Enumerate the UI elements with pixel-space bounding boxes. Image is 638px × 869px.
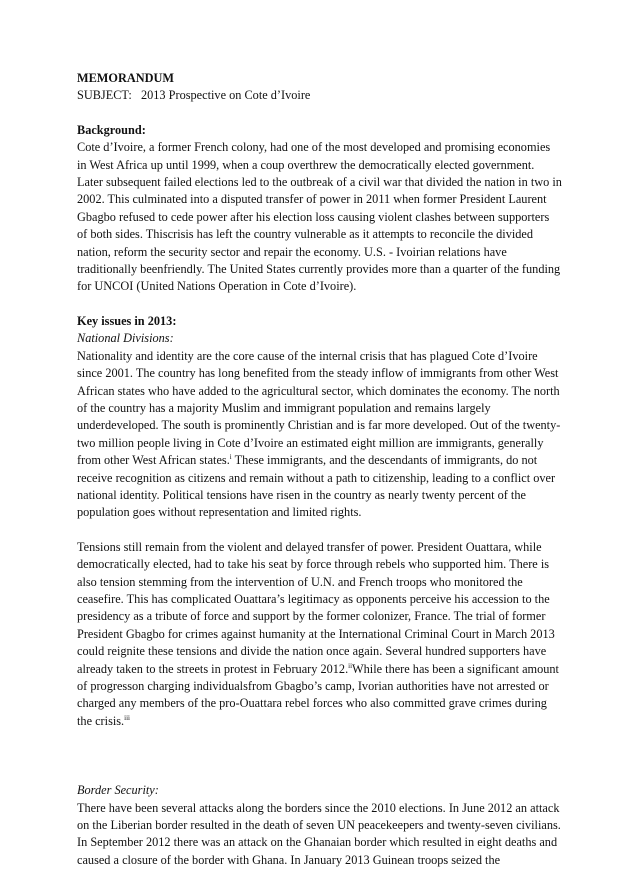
subject-label: SUBJECT: [77, 88, 132, 103]
endnote-marker[interactable]: ii [348, 661, 353, 670]
subject-text: 2013 Prospective on Cote d’Ivoire [140, 88, 311, 103]
paragraph-text: These immigrants, and the descendants of immigrants, do not receive recognition as citizens and remain without a path to citizenship, leading to a conflict over national identity. Political tensions have risen in the country as nearly twenty percent of the population goes without representation and limited rights. [77, 453, 556, 520]
memo-subject-line [77, 87, 562, 104]
memo-page [77, 70, 562, 869]
background-heading: Background: [77, 122, 146, 137]
paragraph-text: While there has been a significant amount of progresson charging individualsfrom Gbagbo’s camp, Ivorian authorities have not arrested or charged any members of the pro-Ouattara rebel forces who also committed grave crimes during the crisis. [77, 661, 559, 728]
national-divisions-paragraph-2 [77, 539, 562, 730]
memo-heading: MEMORANDUM [77, 71, 174, 85]
paragraph-text: Nationality and identity are the core cause of the internal crisis that has plagued Cote d’Ivoire since 2001. The country has long benefited from the steady inflow of immigrants from other West African states who have added to the agricultural sector, which dominates the economy. The north of the country has a majority Muslim and immigrant population and remains largely underdeveloped. The south is prominently Christian and is far more developed. Out of the twenty-two million people living in Cote d’Ivoire an estimated eight million are immigrants, generally from other West African states. [77, 348, 561, 468]
paragraph-text: Tensions still remain from the violent and delayed transfer of power. President Ouattara, while democratically elected, had to take his seat by force through rebels who supported him. There is also tension stemming from the intervention of U.N. and French troops who monitored the ceasefire. This has complicated Ouattara’s legitimacy as opponents perceive his accession to the presidency as a tribute of force and support by the former colonizer, France. The trial of former President Gbagbo for crimes against humanity at the International Criminal Court in March 2013 could reignite these tensions and divide the nation once again. Several hundred supporters have already taken to the streets in protest in February 2012. [77, 539, 555, 676]
key-issues-heading: Key issues in 2013: [77, 313, 177, 328]
endnote-marker[interactable]: i [229, 453, 232, 462]
background-paragraph: Cote d’Ivoire, a former French colony, had one of the most developed and promising economies in West Africa up until 1999, when a coup overthrew the democratically elected government. Later subsequent failed elections led to the outbreak of a civil war that divided the nation in two in 2002. This culminated into a disputed transfer of power in 2011 when former President Laurent Gbagbo refused to cede power after his election loss causing violent clashes between supporters of both sides. Thiscrisis has left the country vulnerable as it attempts to reconcile the divided nation, reform the security sector and repair the economy. U.S. - Ivoirian relations have traditionally beenfriendly. The United States currently provides more than a quarter of the funding for UNCOI (United Nations Operation in Cote d’Ivoire). [77, 140, 562, 294]
border-security-paragraph: There have been several attacks along the borders since the 2010 elections. In June 2012 an attack on the Liberian border resulted in the death of seven UN peacekeepers and twenty-seven civilians. In September 2012 there was an attack on the Ghanaian border which resulted in eight deaths and caused a closure of the border with Ghana. In January 2013 Guinean troops seized the [77, 800, 561, 867]
national-divisions-subheading: National Divisions: [77, 331, 174, 346]
national-divisions-paragraph-1 [77, 348, 562, 522]
border-security-subheading: Border Security: [77, 783, 159, 798]
endnote-marker[interactable]: iii [124, 713, 130, 722]
